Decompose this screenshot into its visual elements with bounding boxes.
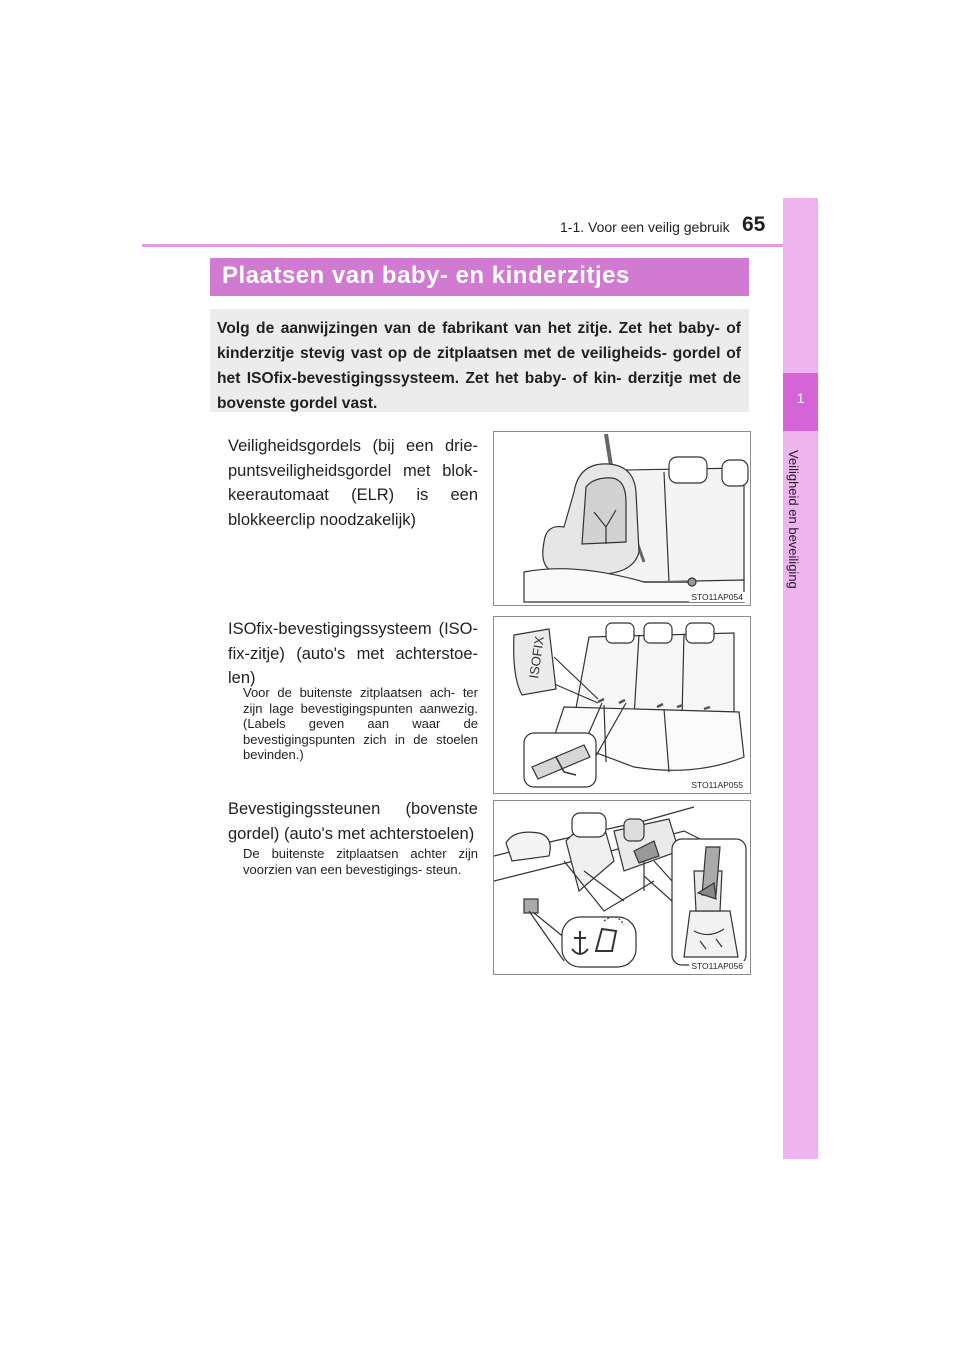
figure-seatbelt-child-seat (493, 431, 751, 606)
page-number: 65 (742, 213, 766, 236)
figure-isofix-seats (493, 616, 751, 794)
item-note-top-tether: De buitenste zitplaatsen achter zijn voorzien van een bevestigings- steun. (243, 846, 478, 877)
chapter-title: Veiligheid en beveiliging (786, 450, 801, 589)
section-title: 1-1. Voor een veilig gebruik (560, 219, 730, 235)
intro-text: Volg de aanwijzingen van de fabrikant van het zitje. Zet het baby- of kinderzitje stevig vast op de zitplaatsen met de veiligheids- gordel of het ISOfix-bevestigingssysteem. Zet het baby- of kin- derzitje met de bovenste gordel vast. (217, 320, 741, 412)
child-seat-illustration (494, 432, 750, 605)
isofix-illustration (494, 617, 750, 793)
isofix-tag-label: ISOFIX (526, 635, 547, 680)
item-heading-isofix: ISOfix-bevestigingssysteem (ISO- fix-zitje) (auto's met achterstoe- len) (228, 620, 478, 687)
figure-label: STO11AP056 (691, 961, 743, 971)
tether-anchor-illustration (494, 801, 750, 974)
figure-label: STO11AP054 (691, 592, 743, 602)
item-note-isofix: Voor de buitenste zitplaatsen ach- ter zijn lage bevestigingspunten aanwezig. (Labels geven aan waar de bevestigingspunten zich in de stoelen bevinden.) (243, 685, 478, 762)
figure-label: STO11AP055 (691, 780, 743, 790)
header-rule (142, 244, 818, 247)
item-heading-top-tether: Bevestigingssteunen (bovenste gordel) (auto's met achterstoelen) (228, 800, 478, 843)
item-heading-seatbelts: Veiligheidsgordels (bij een drie- puntsveiligheidsgordel met blok- keerautomaat (ELR) is een blokkeerclip noodzakelijk) (228, 437, 478, 529)
chapter-number: 1 (796, 390, 805, 406)
page-title: Plaatsen van baby- en kinderzitjes (222, 262, 630, 289)
figure-tether-anchors (493, 800, 751, 975)
